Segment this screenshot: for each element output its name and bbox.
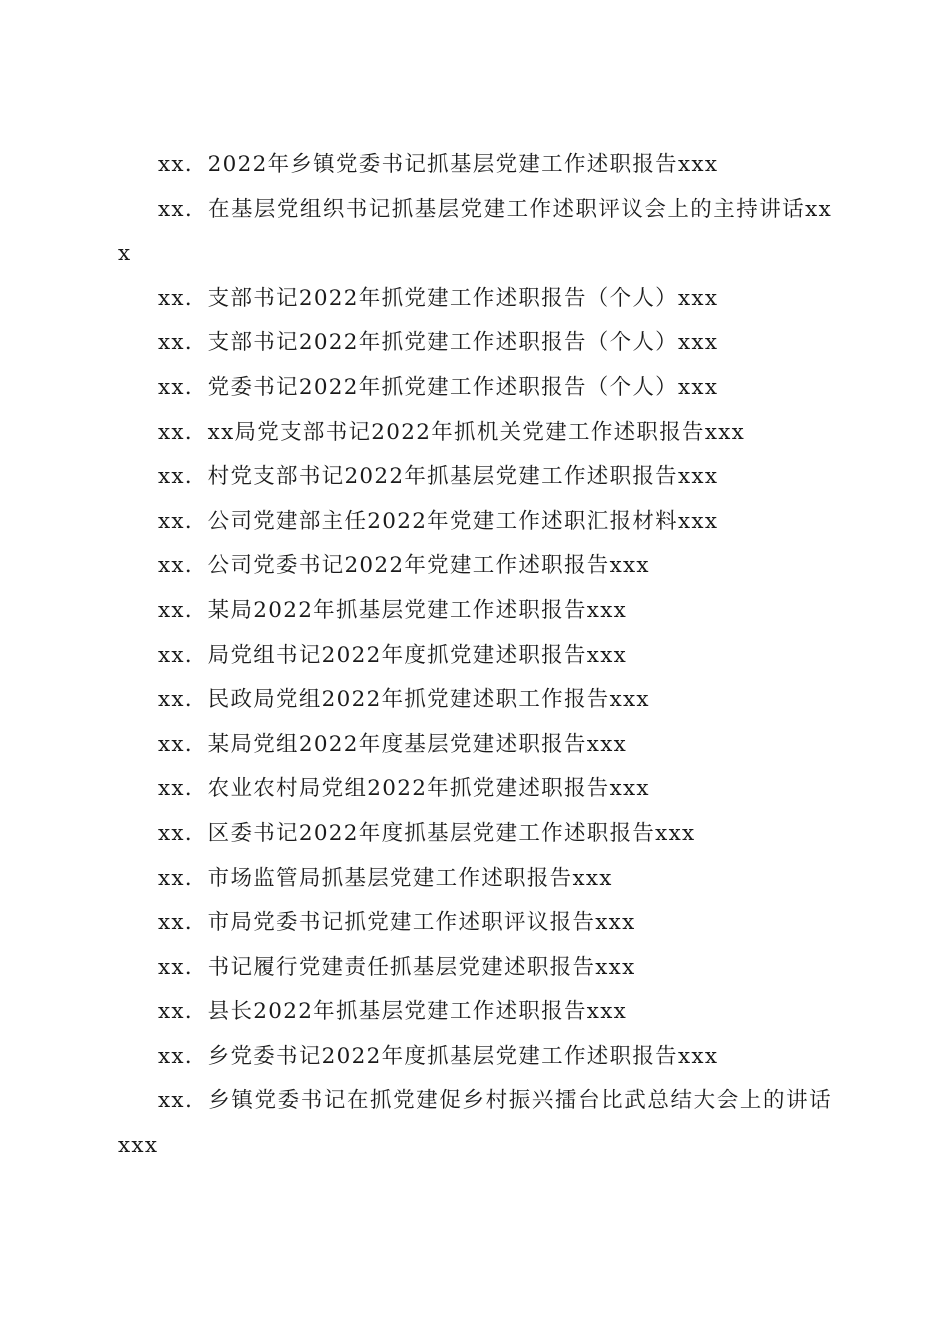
toc-item: xx．xx局党支部书记2022年抓机关党建工作述职报告xxx <box>158 419 746 445</box>
toc-item: xx．在基层党组织书记抓基层党建工作述职评议会上的主持讲话xxx <box>118 196 832 267</box>
toc-item: xx．局党组书记2022年度抓党建述职报告xxx <box>158 642 628 668</box>
toc-item: xx．公司党委书记2022年党建工作述职报告xxx <box>158 553 650 579</box>
toc-item: xx．乡镇党委书记在抓党建促乡村振兴擂台比武总结大会上的讲话xxx <box>118 1088 832 1159</box>
toc-item: xx．民政局党组2022年抓党建述职工作报告xxx <box>158 687 650 713</box>
toc-item: xx．市场监管局抓基层党建工作述职报告xxx <box>158 865 613 891</box>
toc-item: xx．公司党建部主任2022年党建工作述职汇报材料xxx <box>158 508 719 534</box>
toc-list <box>118 143 832 1169</box>
toc-item: xx．支部书记2022年抓党建工作述职报告（个人）xxx <box>158 285 719 311</box>
toc-item: xx．党委书记2022年抓党建工作述职报告（个人）xxx <box>158 374 719 400</box>
toc-item: xx．农业农村局党组2022年抓党建述职报告xxx <box>158 776 650 802</box>
toc-item: xx．县长2022年抓基层党建工作述职报告xxx <box>158 999 628 1025</box>
toc-item: xx．某局2022年抓基层党建工作述职报告xxx <box>158 597 628 623</box>
toc-item: xx．2022年乡镇党委书记抓基层党建工作述职报告xxx <box>158 152 719 177</box>
toc-item: xx．区委书记2022年度抓基层党建工作述职报告xxx <box>158 820 696 846</box>
toc-item: xx．支部书记2022年抓党建工作述职报告（个人）xxx <box>158 330 719 356</box>
toc-item: xx．乡党委书记2022年度抓基层党建工作述职报告xxx <box>158 1043 719 1069</box>
toc-item: xx．书记履行党建责任抓基层党建述职报告xxx <box>158 954 636 980</box>
toc-item: xx．村党支部书记2022年抓基层党建工作述职报告xxx <box>158 464 719 490</box>
toc-item: xx．某局党组2022年度基层党建述职报告xxx <box>158 731 628 757</box>
toc-item: xx．市局党委书记抓党建工作述职评议报告xxx <box>158 910 636 936</box>
